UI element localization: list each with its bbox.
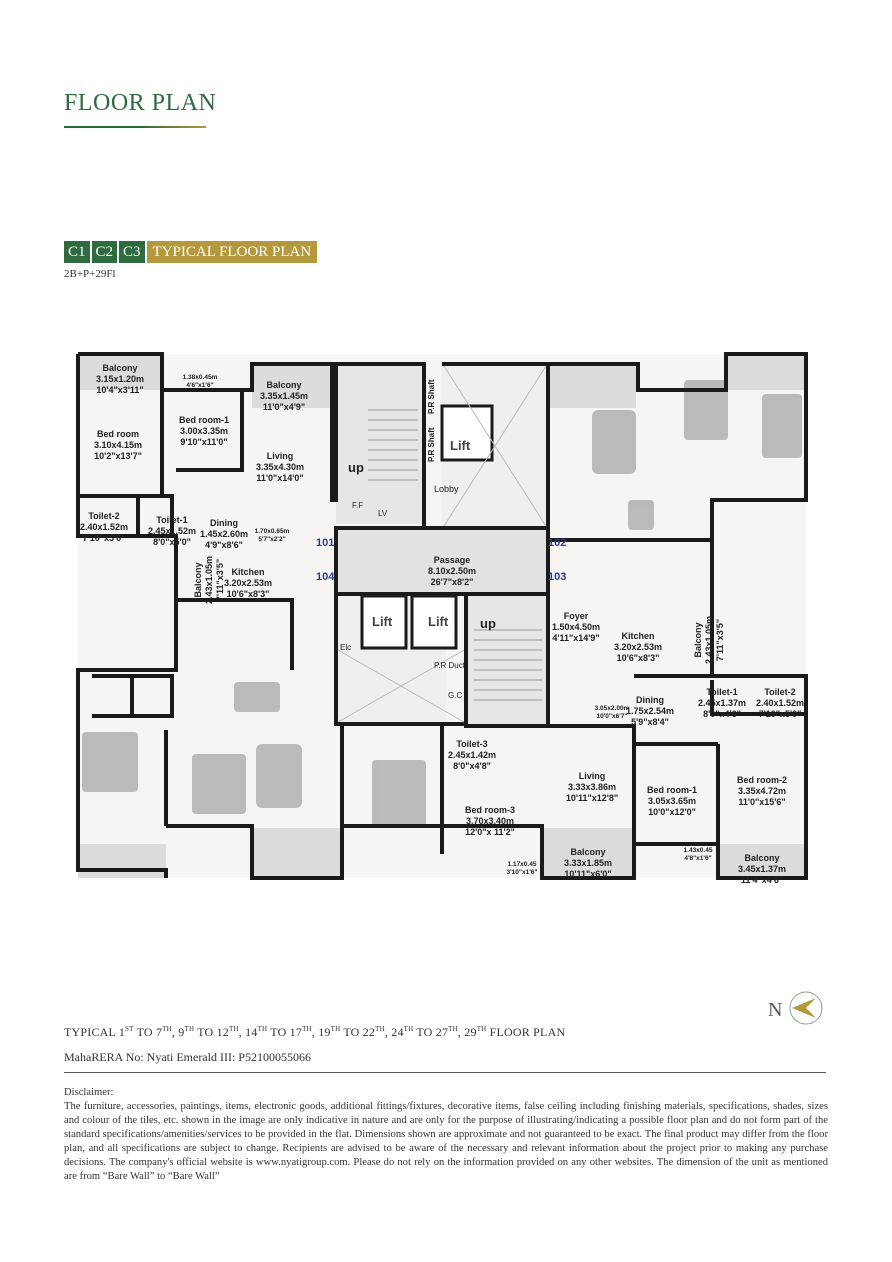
floor-count: 2B+P+29Fl bbox=[64, 268, 116, 280]
lobby-label: Lobby bbox=[434, 484, 459, 494]
room-label-dining-l: Dining 1.45x2.60m 4'9"x8'6" bbox=[199, 518, 249, 550]
room-label-kitchen-l: Kitchen 3.20x2.53m 10'6"x8'3" bbox=[223, 567, 273, 599]
unit-103: 103 bbox=[548, 571, 567, 583]
room-label-bedroom1-l: Bed room-1 3.00x3.35m 9'10"x11'0" bbox=[178, 415, 230, 447]
pr-shaft-label-1: P.R Shaft bbox=[427, 379, 436, 414]
lift-label-2: Lift bbox=[372, 614, 393, 629]
lift-label-3: Lift bbox=[428, 614, 449, 629]
floor-plan-drawing bbox=[72, 350, 814, 884]
plan-tag-row bbox=[64, 241, 319, 263]
room-label-balcony-small-1: 1.38x0.45m 4'6"x1'6" bbox=[182, 374, 218, 389]
room-label-toilet3: Toilet-3 2.45x1.42m 8'0"x4'8" bbox=[447, 739, 497, 771]
room-label-balcony-tl: Balcony 3.15x1.20m 10'4"x3'11" bbox=[95, 363, 145, 395]
compass-letter: N bbox=[768, 999, 783, 1021]
room-label-toilet2-r: Toilet-2 2.40x1.52m 7'10"x5'0" bbox=[755, 687, 805, 719]
room-label-balcony-small-3: 1.43x0.45 4'8"x1'6" bbox=[683, 847, 713, 862]
room-label-living-l: Living 3.35x4.30m 11'0"x14'0" bbox=[255, 451, 305, 483]
disclaimer-body: The furniture, accessories, paintings, items, electronic goods, additional fittings/fixtures, decorative items, false ceiling including finishing materials, specifications, shades, sizes and colour of the tiles, etc. shown in the image are only indicative in nature and are only for the purpose of illustrating/indicating a possible floor plan and do not form part of the standard specifications/amenities/services to be provided in the flat. Dimensions shown are approximate and not guaranteed to be exact. The final product may differ from the floor plan, and all specifications are subject to change. Recipients are advised to be aware of the necessary and relevant information about the project prior to making any purchase decisions. The company's official website is www.nyatigroup.com. Please do not rely on the information provided on any other websites. The dimension of the unit as mentioned are from “Bare Wall” to “Bare Wall” bbox=[64, 1101, 828, 1182]
room-label-foyer: Foyer 1.50x4.50m 4'11"x14'9" bbox=[551, 611, 601, 643]
disclaimer bbox=[64, 1086, 828, 1184]
unit-104: 104 bbox=[316, 571, 335, 583]
title-underline bbox=[64, 126, 206, 128]
room-label-bedroom1-r: Bed room-1 3.05x3.65m 10'0"x12'0" bbox=[646, 785, 698, 817]
room-label-passage-small: 1.70x0.65m 5'7"x2'2" bbox=[254, 528, 290, 543]
room-label-balcony-v-l: Balcony2.43x1.05m7'11"x3'5" bbox=[193, 555, 225, 605]
room-label-toilet1-l: Toilet-1 2.45x1.52m 8'0"x5'0" bbox=[147, 515, 197, 547]
tag-c3: C3 bbox=[119, 241, 145, 263]
page-title: FLOOR PLAN bbox=[64, 90, 217, 116]
gc-label: G.C bbox=[448, 691, 463, 700]
room-label-living-r: Living 3.33x3.86m 10'11"x12'8" bbox=[565, 771, 619, 803]
tag-c1: C1 bbox=[64, 241, 90, 263]
room-label-passage: Passage 8.10x2.50m 26'7"x8'2" bbox=[427, 555, 477, 587]
lv-label: LV bbox=[378, 509, 388, 518]
up-label-1: up bbox=[348, 460, 364, 475]
room-label-space-r: 3.05x2.00m 10'0"x6'7" bbox=[594, 705, 630, 720]
room-label-balcony-v-r: Balcony2.43x1.05m7'11"x3'5" bbox=[693, 615, 725, 665]
room-label-balcony-br: Balcony 3.45x1.37m 11'4"x4'6" bbox=[737, 853, 787, 884]
up-label-2: up bbox=[480, 616, 496, 631]
tag-c2: C2 bbox=[92, 241, 118, 263]
unit-101: 101 bbox=[316, 537, 335, 549]
room-label-balcony-bm: Balcony 3.33x1.85m 10'11"x6'0" bbox=[563, 847, 613, 879]
tag-typical-floor-plan: TYPICAL FLOOR PLAN bbox=[147, 241, 318, 263]
room-label-balcony-tm: Balcony 3.35x1.45m 11'0"x4'9" bbox=[259, 380, 309, 412]
ff-label: F.F bbox=[352, 501, 364, 510]
room-label-toilet1-r: Toilet-1 2.45x1.37m 8'0"x4'6" bbox=[697, 687, 747, 719]
room-label-kitchen-r: Kitchen 3.20x2.53m 10'6"x8'3" bbox=[613, 631, 663, 663]
room-label-dining-r: Dining 1.75x2.54m 5'9"x8'4" bbox=[625, 695, 675, 727]
divider bbox=[64, 1072, 826, 1073]
unit-102: 102 bbox=[548, 537, 567, 549]
disclaimer-heading: Disclaimer: bbox=[64, 1087, 114, 1098]
lift-label-1: Lift bbox=[450, 438, 471, 453]
room-label-bedroom2-r: Bed room-2 3.35x4.72m 11'0"x15'6" bbox=[736, 775, 788, 807]
pr-shaft-label-2: P.R Shaft bbox=[427, 427, 436, 462]
room-label-bedroom3: Bed room-3 3.70x3.40m 12'0"x 11'2" bbox=[464, 805, 516, 837]
rera-number: MahaRERA No: Nyati Emerald III: P52100055066 bbox=[64, 1050, 311, 1064]
room-label-bedroom-l: Bed room 3.10x4.15m 10'2"x13'7" bbox=[93, 429, 143, 461]
elc-label: Elc bbox=[340, 643, 352, 652]
pr-duct-label: P.R Duct bbox=[434, 661, 465, 670]
room-label-toilet2-l: Toilet-2 2.40x1.52m 7'10"x5'0" bbox=[79, 511, 129, 543]
room-label-balcony-small-2: 1.17x0.45 3'10"x1'6" bbox=[506, 861, 538, 876]
typical-floors-line: TYPICAL 1ST TO 7TH, 9TH TO 12TH, 14TH TO 17TH, 19TH TO 22TH, 24TH TO 27TH, 29TH FLOOR PLAN bbox=[64, 1025, 566, 1039]
